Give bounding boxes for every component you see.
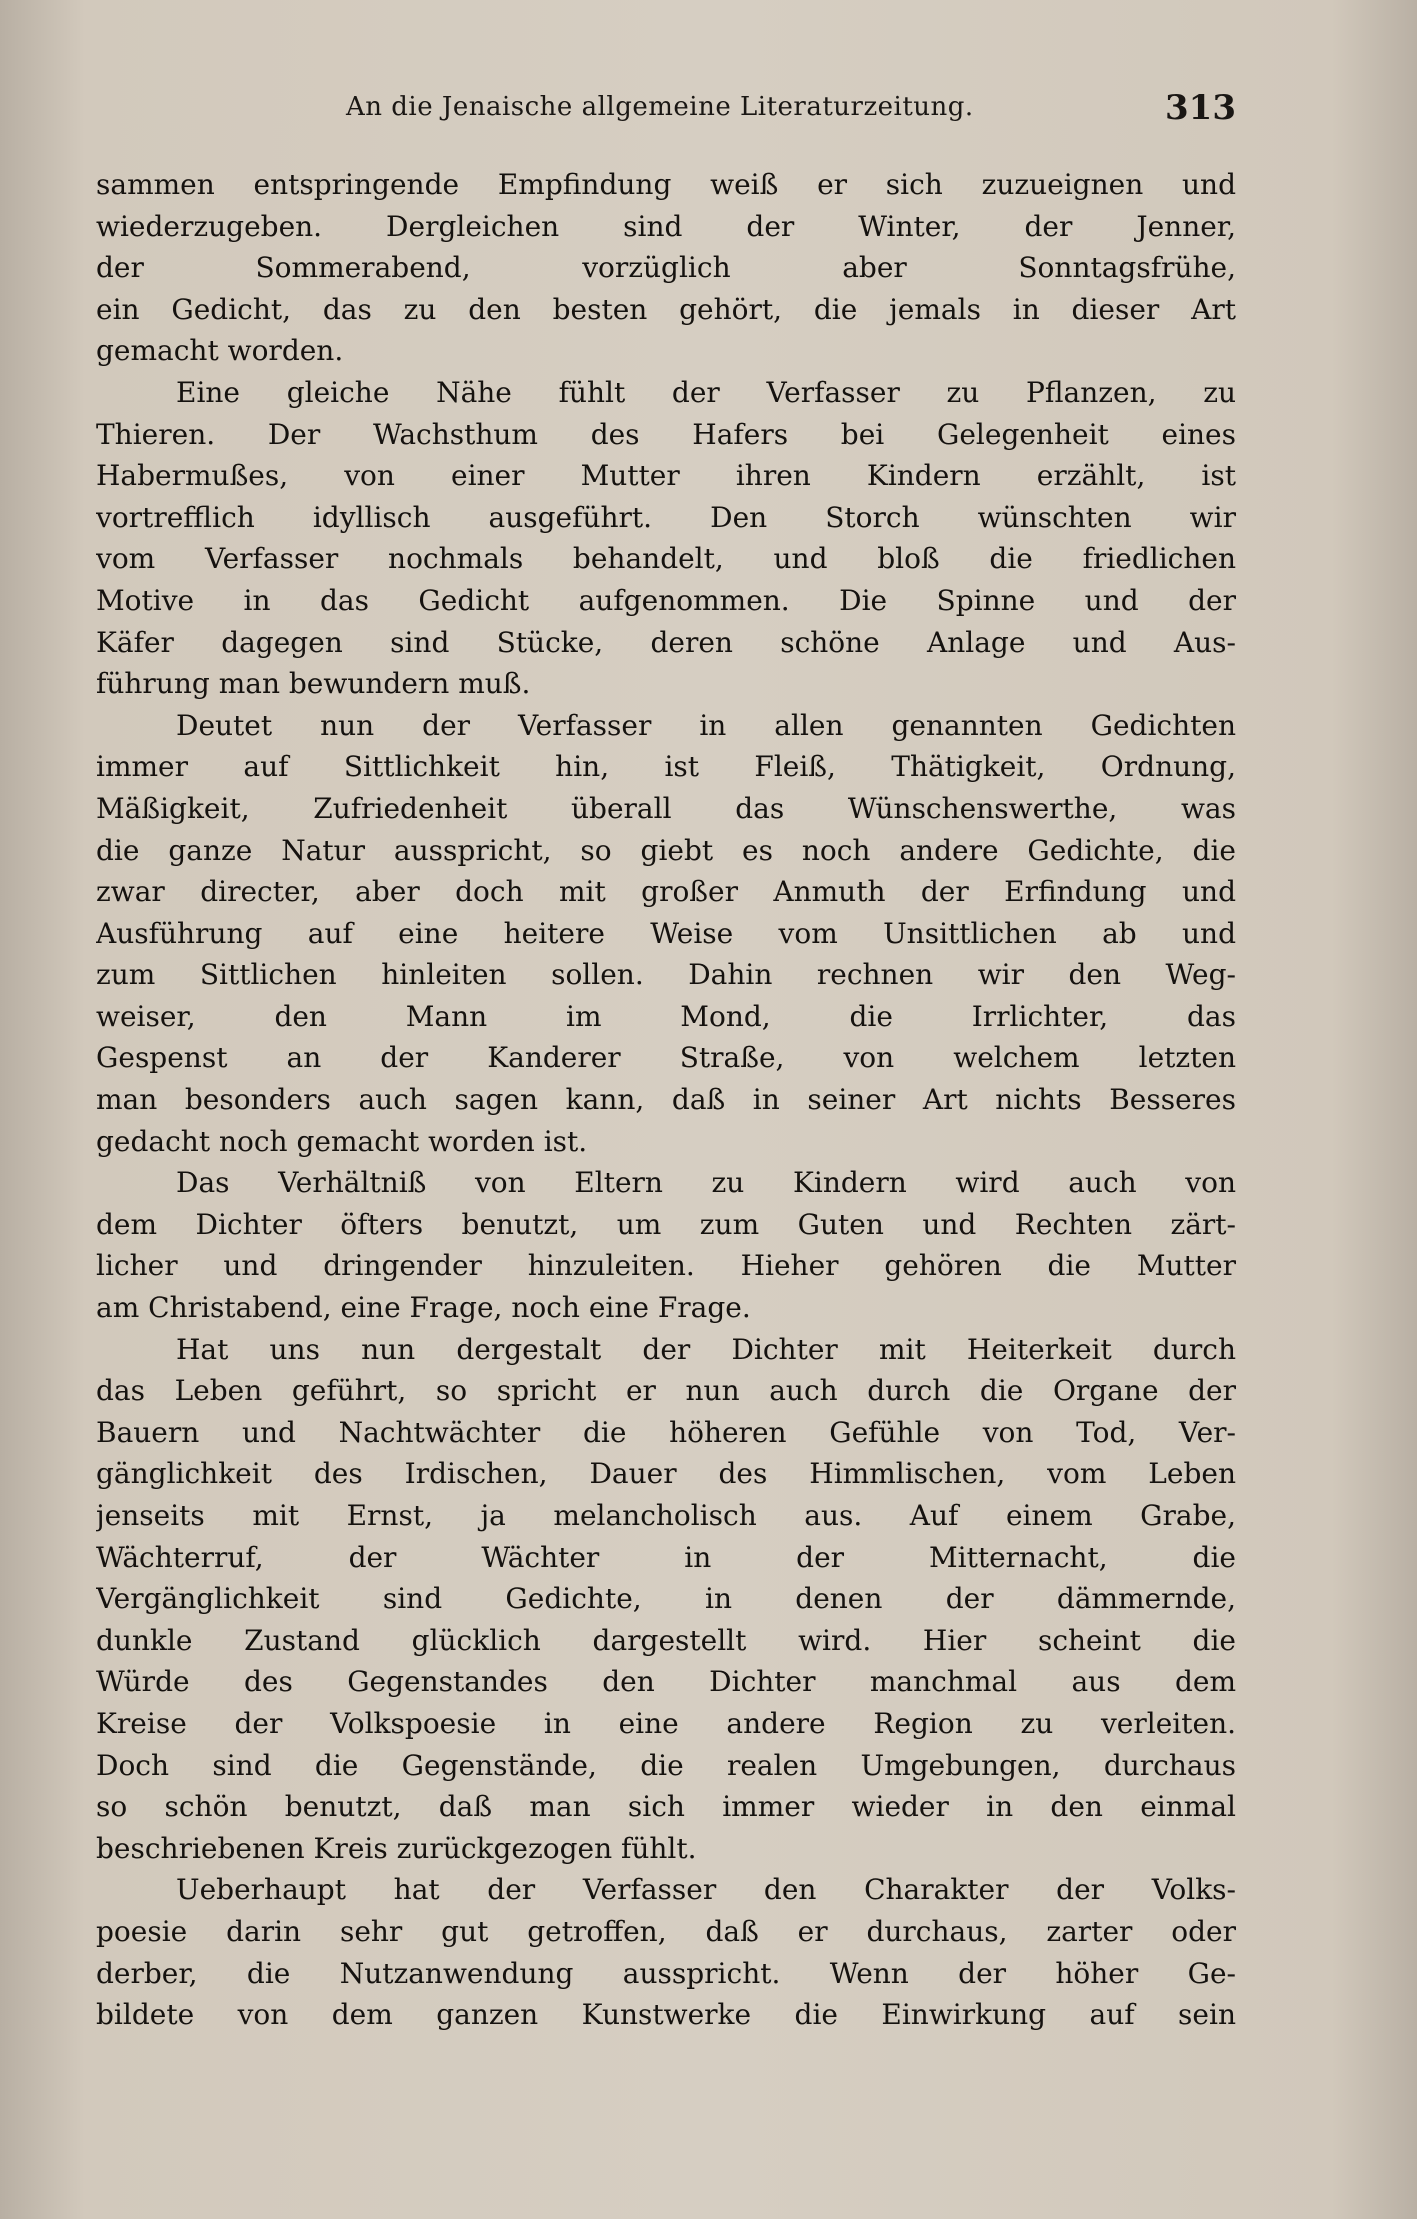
text-line: dem Dichter öfters benutzt, um zum Guten und Rechten zärt-	[96, 1207, 1236, 1241]
text-line: Mäßigkeit, Zufriedenheit überall das Wünschenswerthe, was	[96, 791, 1236, 825]
text-line: Eine gleiche Nähe fühlt der Verfasser zu Pflanzen, zu	[176, 375, 1236, 409]
page-number: 313	[1165, 88, 1236, 128]
text-line: weiser, den Mann im Mond, die Irrlichter, das	[96, 999, 1236, 1033]
text-line: Bauern und Nachtwächter die höheren Gefühle von Tod, Ver-	[96, 1415, 1236, 1449]
text-line: gemacht worden.	[96, 334, 344, 368]
text-line: Motive in das Gedicht aufgenommen. Die Spinne und der	[96, 583, 1236, 617]
text-line: man besonders auch sagen kann, daß in seiner Art nichts Besseres	[96, 1083, 1236, 1117]
text-line: Thieren. Der Wachsthum des Hafers bei Gelegenheit eines	[96, 417, 1236, 451]
text-line: Wächterruf, der Wächter in der Mitternacht, die	[96, 1540, 1236, 1574]
text-line: so schön benutzt, daß man sich immer wieder in den einmal	[96, 1790, 1236, 1824]
text-line: am Christabend, eine Frage, noch eine Frage.	[96, 1291, 751, 1325]
body-text	[96, 164, 1236, 2036]
text-line: derber, die Nutzanwendung ausspricht. Wenn der höher Ge-	[96, 1956, 1236, 1990]
text-line: gänglichkeit des Irdischen, Dauer des Himmlischen, vom Leben	[96, 1457, 1236, 1491]
text-line: Habermußes, von einer Mutter ihren Kindern erzählt, ist	[96, 459, 1236, 493]
text-line: Gespenst an der Kanderer Straße, von welchem letzten	[96, 1041, 1236, 1075]
page-header	[96, 88, 1236, 132]
text-line: zum Sittlichen hinleiten sollen. Dahin rechnen wir den Weg-	[96, 958, 1236, 992]
text-line: führung man bewundern muß.	[96, 667, 531, 701]
text-line: Doch sind die Gegenstände, die realen Umgebungen, durchaus	[96, 1748, 1236, 1782]
text-line: licher und dringender hinzuleiten. Hieher gehören die Mutter	[96, 1249, 1236, 1283]
text-line: Käfer dagegen sind Stücke, deren schöne Anlage und Aus-	[96, 625, 1236, 659]
running-title: An die Jenaische allgemeine Literaturzeitung.	[346, 92, 974, 122]
text-line: Würde des Gegenstandes den Dichter manchmal aus dem	[96, 1665, 1236, 1699]
text-line: der Sommerabend, vorzüglich aber Sonntagsfrühe,	[96, 251, 1236, 285]
text-line: Kreise der Volkspoesie in eine andere Region zu verleiten.	[96, 1706, 1236, 1740]
text-line: vortrefflich idyllisch ausgeführt. Den Storch wünschten wir	[96, 500, 1236, 534]
text-line: jenseits mit Ernst, ja melancholisch aus. Auf einem Grabe,	[96, 1499, 1236, 1532]
text-line: Ueberhaupt hat der Verfasser den Charakter der Volks-	[176, 1873, 1236, 1907]
text-line: Deutet nun der Verfasser in allen genannten Gedichten	[176, 708, 1236, 742]
text-line: ein Gedicht, das zu den besten gehört, die jemals in dieser Art	[96, 292, 1236, 326]
text-line: gedacht noch gemacht worden ist.	[96, 1124, 588, 1158]
text-line: poesie darin sehr gut getroffen, daß er durchaus, zarter oder	[96, 1914, 1236, 1948]
text-line: Vergänglichkeit sind Gedichte, in denen der dämmernde,	[96, 1582, 1236, 1616]
text-line: immer auf Sittlichkeit hin, ist Fleiß, Thätigkeit, Ordnung,	[96, 750, 1236, 784]
text-line: Hat uns nun dergestalt der Dichter mit Heiterkeit durch	[176, 1332, 1236, 1366]
text-line: sammen entspringende Empfindung weiß er sich zuzueignen und	[96, 168, 1236, 201]
text-line: die ganze Natur ausspricht, so giebt es noch andere Gedichte, die	[96, 833, 1236, 867]
text-line: Das Verhältniß von Eltern zu Kindern wird auch von	[176, 1166, 1236, 1200]
text-line: Ausführung auf eine heitere Weise vom Unsittlichen ab und	[96, 916, 1236, 950]
text-line: bildete von dem ganzen Kunstwerke die Einwirkung auf sein	[96, 1998, 1236, 2032]
text-line: vom Verfasser nochmals behandelt, und bloß die friedlichen	[96, 542, 1236, 576]
text-line: wiederzugeben. Dergleichen sind der Winter, der Jenner,	[96, 209, 1236, 243]
text-line: dunkle Zustand glücklich dargestellt wird. Hier scheint die	[96, 1623, 1236, 1657]
text-line: das Leben geführt, so spricht er nun auch durch die Organe der	[96, 1374, 1236, 1408]
text-line: zwar directer, aber doch mit großer Anmuth der Erfindung und	[96, 875, 1236, 909]
text-line: beschriebenen Kreis zurückgezogen fühlt.	[96, 1831, 697, 1865]
